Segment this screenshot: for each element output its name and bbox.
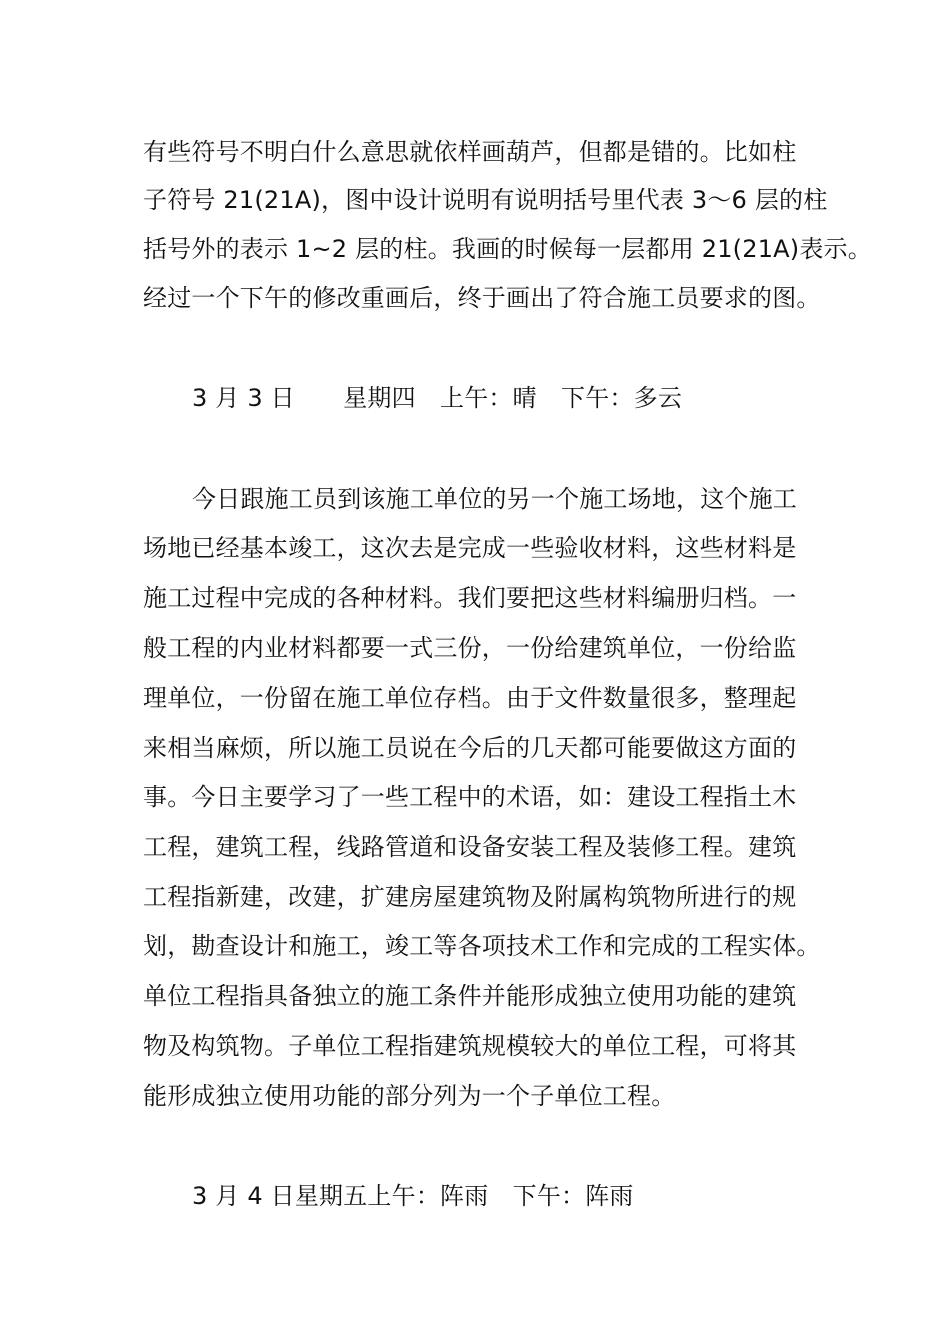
paragraph-line: 子符号 21(21A)，图中设计说明有说明括号里代表 3～6 层的柱	[143, 186, 828, 214]
paragraph-line: 划，勘查设计和施工，竣工等各项技术工作和完成的工程实体。	[143, 932, 821, 960]
paragraph-line: 经过一个下午的修改重画后，终于画出了符合施工员要求的图。	[143, 284, 821, 312]
paragraph-line: 来相当麻烦，所以施工员说在今后的几天都可能要做这方面的	[143, 734, 797, 762]
paragraph-line: 能形成独立使用功能的部分列为一个子单位工程。	[143, 1082, 676, 1110]
paragraph-line: 物及构筑物。子单位工程指建筑规模较大的单位工程，可将其	[143, 1032, 797, 1060]
paragraph-line: 今日跟施工员到该施工单位的另一个施工场地，这个施工	[192, 485, 797, 513]
paragraph-line: 单位工程指具备独立的施工条件并能形成独立使用功能的建筑	[143, 982, 797, 1010]
paragraph-line: 理单位，一份留在施工单位存档。由于文件数量很多，整理起	[143, 684, 797, 712]
paragraph-line: 事。今日主要学习了一些工程中的术语，如：建设工程指土木	[143, 783, 797, 811]
paragraph-line: 有些符号不明白什么意思就依样画葫芦，但都是错的。比如柱	[143, 138, 797, 166]
paragraph-line: 工程，建筑工程，线路管道和设备安装工程及装修工程。建筑	[143, 833, 797, 861]
paragraph-line: 工程指新建，改建，扩建房屋建筑物及附属构筑物所进行的规	[143, 883, 797, 911]
paragraph-line: 般工程的内业材料都要一式三份，一份给建筑单位，一份给监	[143, 634, 797, 662]
paragraph-line: 场地已经基本竣工，这次去是完成一些验收材料，这些材料是	[143, 534, 797, 562]
paragraph-line: 施工过程中完成的各种材料。我们要把这些材料编册归档。一	[143, 584, 797, 612]
diary-date-heading: 3 月 4 日星期五上午：阵雨 下午：阵雨	[192, 1182, 634, 1210]
diary-date-heading: 3 月 3 日 星期四 上午：晴 下午：多云	[192, 384, 683, 412]
paragraph-line: 括号外的表示 1~2 层的柱。我画的时候每一层都用 21(21A)表示。	[143, 235, 872, 263]
